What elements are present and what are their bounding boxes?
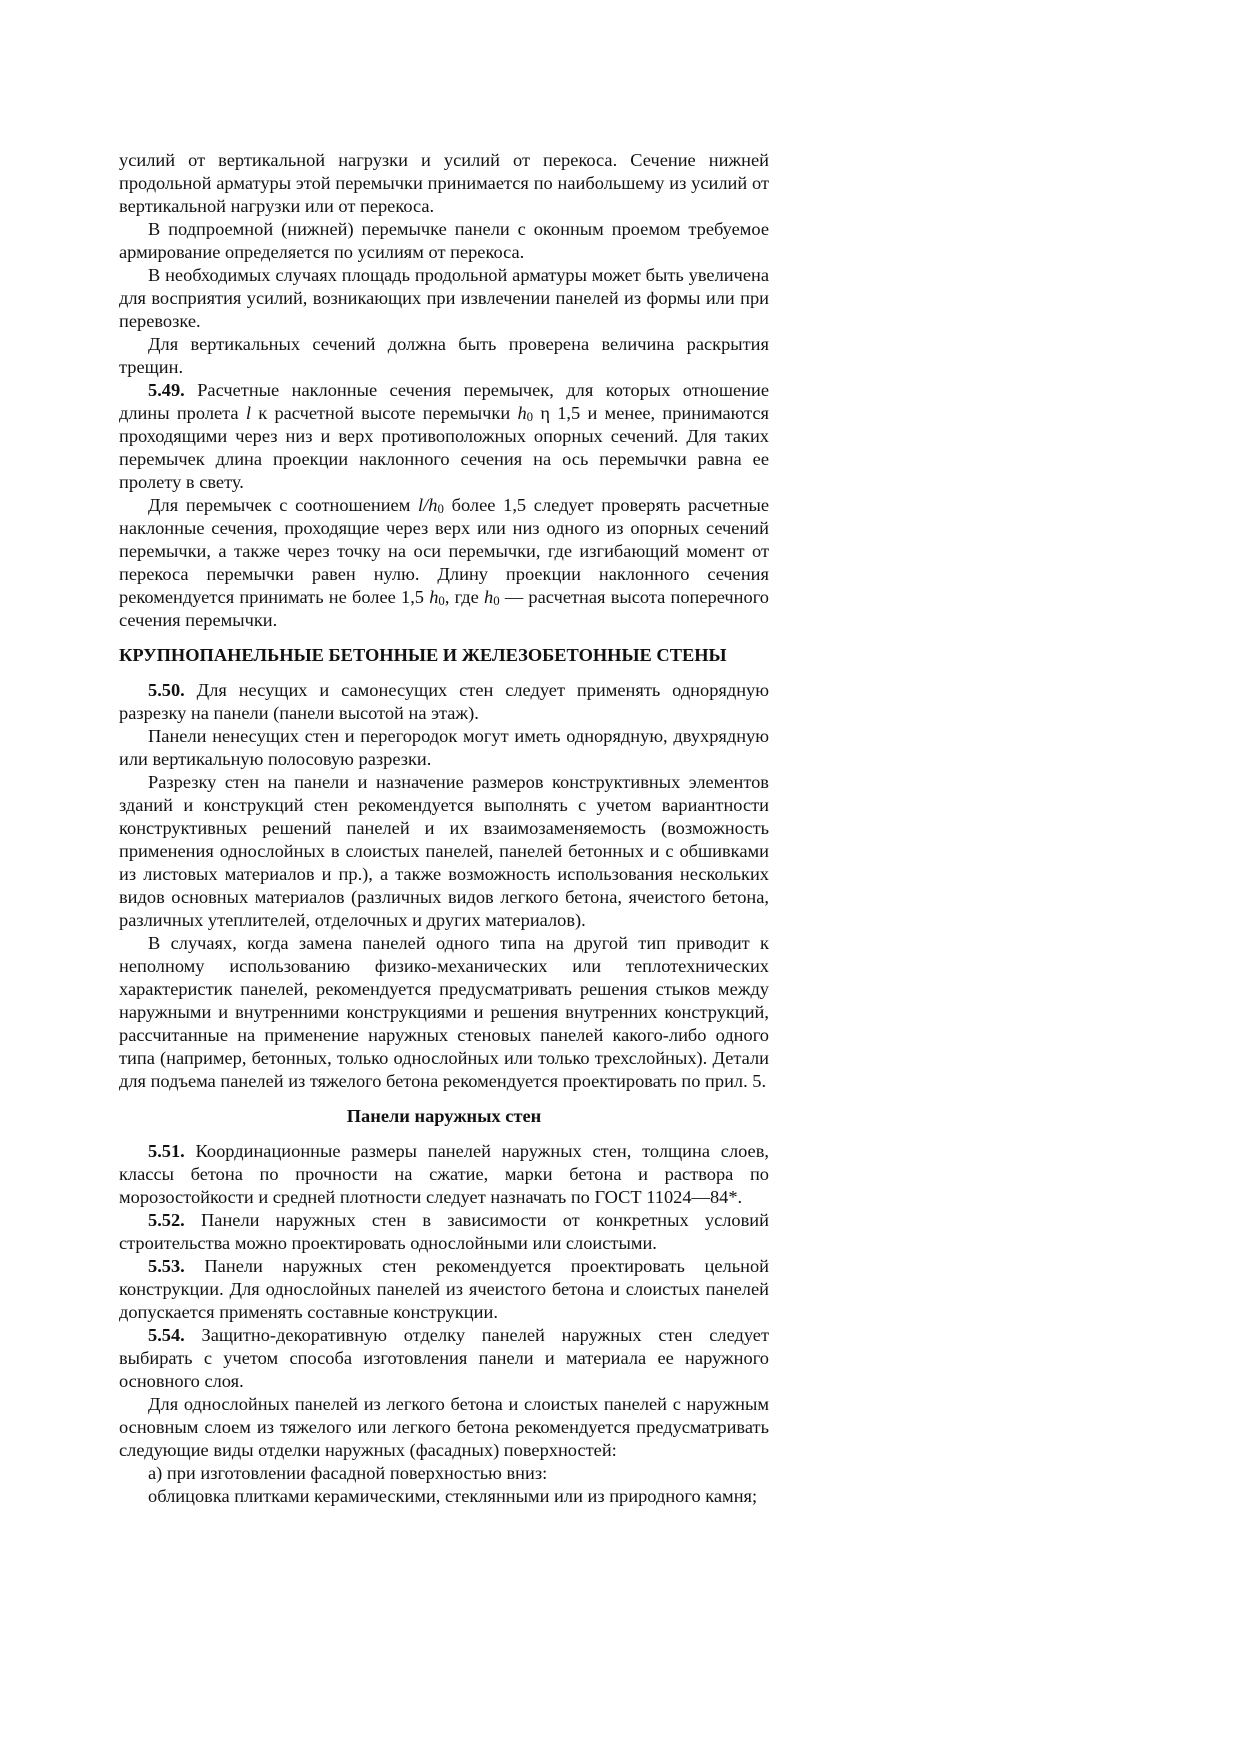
paragraph-crack-opening: Для вертикальных сечений должна быть проверена величина раскрытия трещин.	[119, 334, 769, 377]
clause-5-50: 5.50. Для несущих и самонесущих стен следует применять однорядную разрезку на панели (панели высотой на этаж).	[119, 680, 769, 723]
clause-number: 5.53.	[148, 1256, 185, 1276]
clause-5-49: 5.49. Расчетные наклонные сечения перемычек, для которых отношение длины пролета l к расчетной высоте перемычки $h_0$ η 1,5 и менее, принимаются проходящими через низ и верх противоположных опорных сечений. Для таких перемычек длина проекции наклонного сечения на ось перемычки равна ее пролету в свету.	[119, 380, 770, 492]
clause-5-51: 5.51. Координационные размеры панелей наружных стен, толщина слоев, классы бетона по прочности на сжатие, марки бетона и раствора по морозостойкости и средней плотности следует назначать по ГОСТ 11024—84*.	[119, 1141, 769, 1207]
clause-number: 5.51.	[148, 1141, 185, 1161]
clause-number: 5.49.	[148, 380, 185, 400]
clause-5-54: 5.54. Защитно-декоративную отделку панелей наружных стен следует выбирать с учетом способа изготовления панели и материала ее наружного основного слоя.	[119, 1325, 769, 1391]
document-page	[119, 149, 769, 1508]
paragraph-panel-replacement: В случаях, когда замена панелей одного типа на другой тип приводит к неполному использованию физико-механических или теплотехнических характеристик панелей, рекомендуется предусматривать решения стыков между наружными и внутренними конструкциями и решения внутренних конструкций, рассчитанные на применение наружных стеновых панелей какого-либо одного типа (например, бетонных, только однослойных или только трехслойных). Детали для подъема панелей из тяжелого бетона рекомендуется проектировать по прил. 5.	[119, 933, 769, 1091]
paragraph-finishing-types: Для однослойных панелей из легкого бетона и слоистых панелей с наружным основным слоем из тяжелого или легкого бетона рекомендуется предусматривать следующие виды отделки наружных (фасадных) поверхностей:	[119, 1394, 769, 1460]
paragraph-wall-cutting: Разрезку стен на панели и назначение размеров конструктивных элементов зданий и конструкций стен рекомендуется выполнять с учетом вариантности конструктивных решений панелей и их взаимозаменяемость (возможность применения однослойных в слоистых панелей, панелей бетонных и с обшивками из листовых материалов и пр.), а также возможность использования нескольких видов основных материалов (различных видов легкого бетона, ячеистого бетона, различных утеплителей, отделочных и других материалов).	[119, 772, 769, 930]
paragraph-lintel-ratio: Для перемычек с соотношением $l/h_0$ более 1,5 следует проверять расчетные наклонные сечения, проходящие через верх или низ одного из опорных сечений перемычки, а также через точку на оси перемычки, где изгибающий момент от перекоса перемычки равен нулю. Длину проекции наклонного сечения рекомендуется принимать не более 1,5 $h_0$, где $h_0$ — расчетная высота поперечного сечения перемычки.	[119, 495, 769, 630]
paragraph-non-bearing-walls: Панели ненесущих стен и перегородок могут иметь однорядную, двухрядную или вертикальную полосовую разрезки.	[119, 726, 769, 769]
paragraph-lower-lintel: В подпроемной (нижней) перемычке панели с оконным проемом требуемое армирование определяется по усилиям от перекоса.	[119, 219, 769, 262]
list-item-a: а) при изготовлении фасадной поверхностью вниз:	[148, 1463, 548, 1483]
clause-number: 5.52.	[148, 1210, 185, 1230]
paragraph-reinforcement-area: В необходимых случаях площадь продольной арматуры может быть увеличена для восприятия усилий, возникающих при извлечении панелей из формы или при перевозке.	[119, 265, 769, 331]
clause-number: 5.50.	[148, 680, 185, 700]
paragraph-tile-facing: облицовка плитками керамическими, стеклянными или из природного камня;	[148, 1486, 758, 1506]
section-heading: КРУПНОПАНЕЛЬНЫЕ БЕТОННЫЕ И ЖЕЛЕЗОБЕТОННЫЕ СТЕНЫ	[119, 645, 727, 665]
paragraph-continuation: усилий от вертикальной нагрузки и усилий от перекоса. Сечение нижней продольной арматуры этой перемычки принимается по наибольшему из усилий от вертикальной нагрузки или от перекоса.	[119, 150, 769, 216]
subsection-heading: Панели наружных стен	[346, 1106, 542, 1126]
clause-number: 5.54.	[148, 1325, 185, 1345]
clause-5-52: 5.52. Панели наружных стен в зависимости от конкретных условий строительства можно проектировать однослойными или слоистыми.	[119, 1210, 769, 1253]
clause-5-53: 5.53. Панели наружных стен рекомендуется проектировать цельной конструкции. Для однослойных панелей из ячеистого бетона и слоистых панелей допускается применять составные конструкции.	[119, 1256, 769, 1322]
